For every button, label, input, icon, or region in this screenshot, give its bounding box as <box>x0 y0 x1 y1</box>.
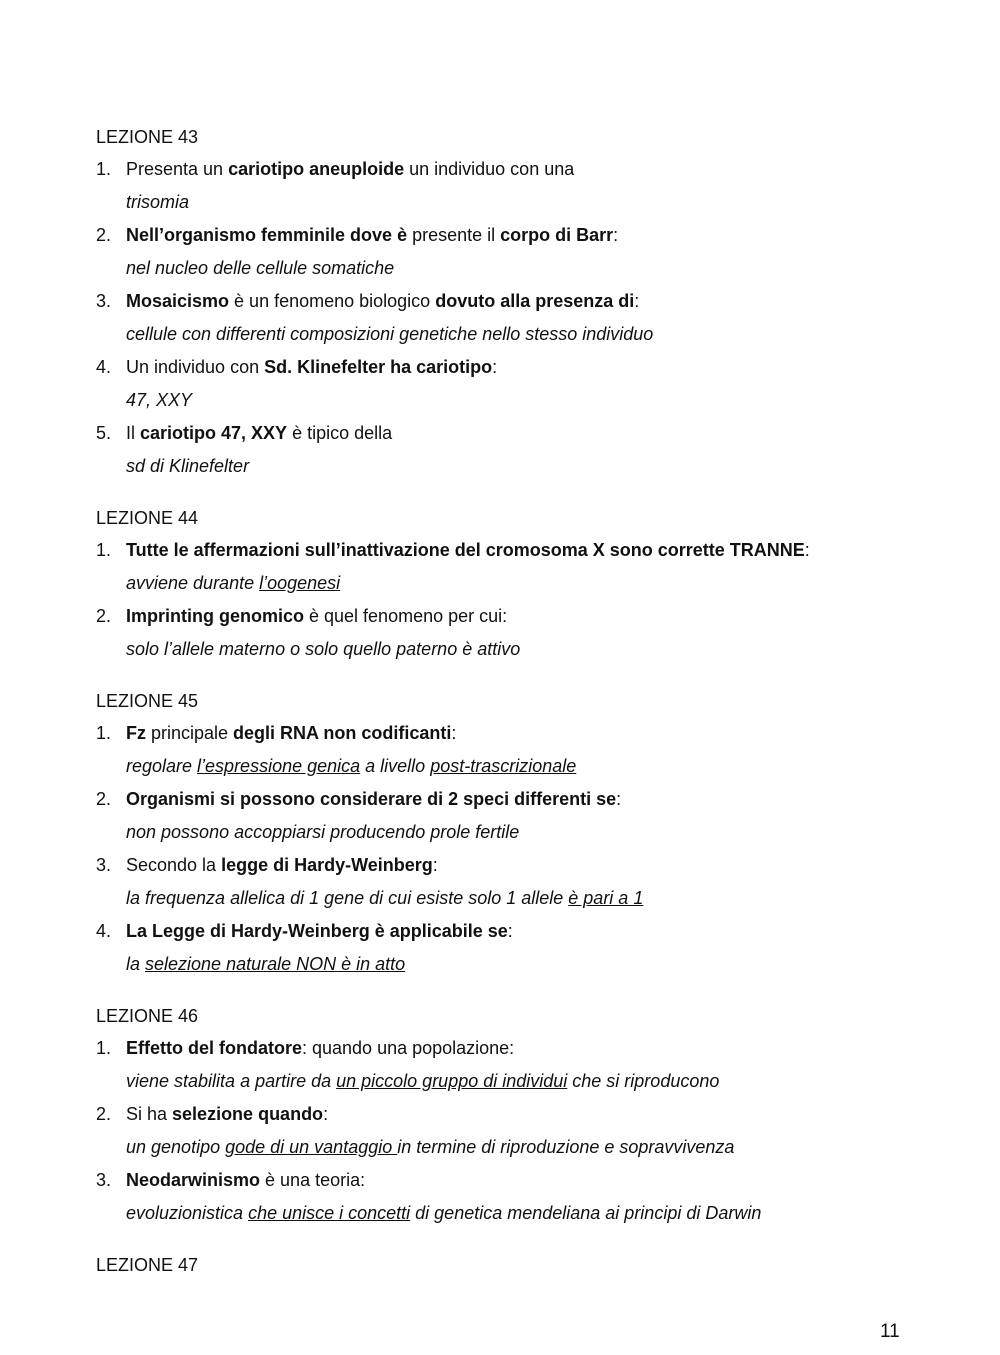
bold-text: Tutte le affermazioni sull’inattivazione del cromosoma X sono corrette TRANNE <box>126 540 805 560</box>
underlined-text: è pari a 1 <box>568 888 644 908</box>
document-page <box>96 126 956 1306</box>
question-number: 2. <box>96 606 112 626</box>
text-run: è una teoria: <box>260 1170 366 1190</box>
text-run: è tipico della <box>287 423 393 443</box>
text-run: sd di Klinefelter <box>126 456 250 476</box>
question-number: 2. <box>96 1104 112 1124</box>
text-run: un genotipo <box>126 1137 226 1157</box>
lesson-title: LEZIONE 44 <box>96 508 199 528</box>
question-list <box>96 1037 956 1224</box>
text-run: regolare <box>126 756 198 776</box>
text-run: Secondo la <box>126 855 222 875</box>
text-run: : <box>492 357 498 377</box>
page-number: 11 <box>880 1321 900 1342</box>
text-run: la frequenza allelica di 1 gene di cui esiste solo 1 allele <box>126 888 569 908</box>
text-run: cellule con differenti composizioni genetiche nello stesso individuo <box>126 324 654 344</box>
underlined-text: selezione naturale NON è in atto <box>145 954 406 974</box>
question-number: 2. <box>96 225 112 245</box>
underlined-text: l’oogenesi <box>259 573 341 593</box>
underlined-text: l’espressione genica <box>197 756 361 776</box>
text-run: a livello <box>360 756 431 776</box>
question-text <box>96 788 956 810</box>
question-item <box>96 422 956 477</box>
answer-text <box>96 638 956 660</box>
text-run: viene stabilita a partire da <box>126 1071 337 1091</box>
text-run: avviene durante <box>126 573 260 593</box>
text-run: trisomia <box>126 192 190 212</box>
question-text <box>96 158 956 180</box>
bold-text: legge di Hardy-Weinberg <box>221 855 433 875</box>
question-item <box>96 1037 956 1092</box>
question-text <box>96 290 956 312</box>
text-run: Un individuo con <box>126 357 265 377</box>
text-run: è quel fenomeno per cui: <box>304 606 508 626</box>
text-run: : <box>507 921 513 941</box>
question-item <box>96 920 956 975</box>
bold-text: La Legge di Hardy-Weinberg è applicabile se <box>126 921 508 941</box>
bold-text: degli RNA non codificanti <box>233 723 452 743</box>
bold-text: Nell’organismo femminile dove è <box>126 225 408 245</box>
question-number: 2. <box>96 789 112 809</box>
text-run: principale <box>146 723 234 743</box>
question-number: 4. <box>96 357 112 377</box>
text-run: solo l’allele materno o solo quello paterno è attivo <box>126 639 521 659</box>
bold-text: Fz <box>126 723 146 743</box>
text-run: : <box>616 789 622 809</box>
text-run: : <box>634 291 640 311</box>
underlined-text: post-trascrizionale <box>430 756 577 776</box>
lesson-section <box>96 126 956 477</box>
answer-text <box>96 257 956 279</box>
question-text <box>96 224 956 246</box>
answer-text <box>96 455 956 477</box>
text-run: la <box>126 954 146 974</box>
lesson-title: LEZIONE 45 <box>96 691 199 711</box>
underlined-text: che unisce i concetti <box>248 1203 411 1223</box>
question-number: 1. <box>96 159 112 179</box>
text-run: : quando una popolazione: <box>302 1038 515 1058</box>
text-run: in termine di riproduzione e sopravvivenza <box>397 1137 735 1157</box>
text-run: : <box>613 225 619 245</box>
text-run: presente il <box>407 225 501 245</box>
question-number: 3. <box>96 291 112 311</box>
question-text <box>96 422 956 444</box>
bold-text: cariotipo 47, XXY <box>140 423 288 443</box>
lesson-section <box>96 690 956 975</box>
answer-text <box>96 323 956 345</box>
question-number: 5. <box>96 423 112 443</box>
question-number: 1. <box>96 1038 112 1058</box>
question-item <box>96 1103 956 1158</box>
question-number: 3. <box>96 1170 112 1190</box>
lesson-section <box>96 1254 956 1276</box>
lesson-title: LEZIONE 43 <box>96 127 199 147</box>
question-item <box>96 356 956 411</box>
underlined-text: un piccolo gruppo di individui <box>336 1071 568 1091</box>
question-item <box>96 788 956 843</box>
question-item <box>96 1169 956 1224</box>
question-text <box>96 854 956 876</box>
answer-text <box>96 1202 956 1224</box>
question-text <box>96 722 956 744</box>
answer-text <box>96 887 956 909</box>
lesson-section <box>96 507 956 660</box>
text-run: : <box>804 540 810 560</box>
bold-text: cariotipo aneuploide <box>228 159 405 179</box>
lesson-title: LEZIONE 46 <box>96 1006 199 1026</box>
bold-text: Sd. Klinefelter ha cariotipo <box>264 357 493 377</box>
text-run: : <box>451 723 457 743</box>
question-list <box>96 722 956 975</box>
answer-text <box>96 191 956 213</box>
text-run: : <box>323 1104 329 1124</box>
text-run: Il <box>126 423 141 443</box>
question-list <box>96 539 956 660</box>
lesson-title: LEZIONE 47 <box>96 1255 199 1275</box>
question-text <box>96 920 956 942</box>
bold-text: Effetto del fondatore <box>126 1038 302 1058</box>
question-item <box>96 158 956 213</box>
text-run: un individuo con una <box>404 159 575 179</box>
text-run: : <box>432 855 438 875</box>
question-text <box>96 1037 956 1059</box>
lesson-section <box>96 1005 956 1224</box>
question-item <box>96 605 956 660</box>
answer-text <box>96 1070 956 1092</box>
bold-text: corpo di Barr <box>500 225 614 245</box>
answer-text <box>96 821 956 843</box>
answer-text <box>96 953 956 975</box>
question-text <box>96 1169 956 1191</box>
text-run: Si ha <box>126 1104 173 1124</box>
question-number: 1. <box>96 540 112 560</box>
text-run: Presenta un <box>126 159 229 179</box>
bold-text: selezione quando <box>172 1104 324 1124</box>
text-run: non possono accoppiarsi producendo prole fertile <box>126 822 520 842</box>
text-run: che si riproducono <box>567 1071 720 1091</box>
text-run: di genetica mendeliana ai principi di Darwin <box>410 1203 762 1223</box>
question-item <box>96 290 956 345</box>
question-list <box>96 158 956 477</box>
question-number: 1. <box>96 723 112 743</box>
answer-text <box>96 755 956 777</box>
text-run: nel nucleo delle cellule somatiche <box>126 258 395 278</box>
question-item <box>96 854 956 909</box>
question-item <box>96 722 956 777</box>
question-text <box>96 539 956 561</box>
question-item <box>96 539 956 594</box>
question-item <box>96 224 956 279</box>
text-run: 47, XXY <box>126 390 193 410</box>
question-number: 4. <box>96 921 112 941</box>
text-run: è un fenomeno biologico <box>229 291 436 311</box>
underlined-text: gode di un vantaggio <box>225 1137 398 1157</box>
bold-text: Mosaicismo <box>126 291 230 311</box>
answer-text <box>96 389 956 411</box>
bold-text: dovuto alla presenza di <box>435 291 635 311</box>
bold-text: Organismi si possono considerare di 2 speci differenti se <box>126 789 617 809</box>
bold-text: Imprinting genomico <box>126 606 304 626</box>
answer-text <box>96 572 956 594</box>
bold-text: Neodarwinismo <box>126 1170 261 1190</box>
question-text <box>96 356 956 378</box>
question-text <box>96 1103 956 1125</box>
question-text <box>96 605 956 627</box>
answer-text <box>96 1136 956 1158</box>
question-number: 3. <box>96 855 112 875</box>
text-run: evoluzionistica <box>126 1203 249 1223</box>
